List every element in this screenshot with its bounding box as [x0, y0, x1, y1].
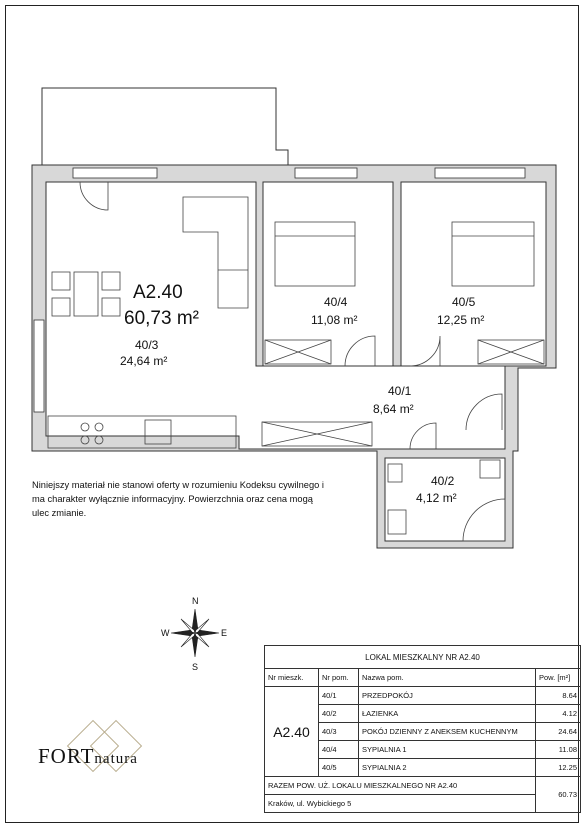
table-row	[265, 777, 581, 795]
balcony-outline	[42, 88, 288, 165]
compass-south: S	[192, 662, 199, 672]
logo-natura: natura	[94, 751, 138, 767]
window	[73, 168, 157, 178]
room-area-40-5: 12,25 m²	[437, 313, 485, 327]
room-area-40-4: 11,08 m²	[311, 313, 358, 327]
legend-room-name: SYPIALNIA 1	[359, 741, 536, 759]
dining-table	[74, 272, 98, 316]
brand-logo	[38, 744, 138, 769]
legend-room-name: SYPIALNIA 2	[359, 759, 536, 777]
legend-room-area: 12.25	[536, 759, 581, 777]
apartment-area: 60,73 m²	[124, 308, 199, 329]
legend-total-value: 60.73	[536, 777, 581, 813]
compass-west: W	[161, 628, 170, 638]
legend-room: 40/5	[319, 759, 359, 777]
window	[34, 320, 44, 412]
room-area-40-3: 24,64 m²	[120, 354, 168, 368]
legend-room-name: POKÓJ DZIENNY Z ANEKSEM KUCHENNYM	[359, 723, 536, 741]
legend-room-area: 11.08	[536, 741, 581, 759]
legend-room-area: 4.12	[536, 705, 581, 723]
room-area-40-2: 4,12 m²	[416, 491, 457, 505]
legend-total-label: RAZEM POW. UŻ. LOKALU MIESZKALNEGO NR A2.40	[265, 777, 536, 795]
room-number-40-3: 40/3	[135, 338, 159, 352]
room-number-40-1: 40/1	[388, 384, 412, 398]
room-number-40-2: 40/2	[431, 474, 455, 488]
legend-room-area: 24.64	[536, 723, 581, 741]
legend-address: Kraków, ul. Wybickiego 5	[265, 795, 536, 813]
room-number-40-4: 40/4	[324, 295, 348, 309]
compass-rose	[171, 609, 219, 657]
legend-col-name: Nazwa pom.	[359, 669, 536, 687]
bed	[452, 222, 534, 286]
room-legend-table	[264, 645, 581, 813]
legend-col-area: Pow. [m²]	[536, 669, 581, 687]
compass-north: N	[192, 596, 199, 606]
table-row	[265, 687, 581, 705]
entry-door	[80, 182, 108, 210]
room-area-40-1: 8,64 m²	[373, 402, 414, 416]
logo-fort: FORT	[38, 744, 95, 768]
disclaimer-text: Niniejszy materiał nie stanowi oferty w rozumieniu Kodeksu cywilnego i ma charakter wyłącznie informacyjny. Powierzchnia oraz cena mogą ulec zmianie.	[32, 480, 324, 518]
legend-col-unit: Nr mieszk.	[265, 669, 319, 687]
compass-east: E	[221, 628, 228, 638]
legend-title: LOKAL MIESZKALNY NR A2.40	[265, 646, 581, 669]
window	[295, 168, 357, 178]
apartment-code: A2.40	[133, 282, 183, 303]
room-number-40-5: 40/5	[452, 295, 476, 309]
legend-room: 40/1	[319, 687, 359, 705]
legend-room: 40/3	[319, 723, 359, 741]
table-row	[265, 795, 581, 813]
legend-room-name: ŁAZIENKA	[359, 705, 536, 723]
legend-room-name: PRZEDPOKÓJ	[359, 687, 536, 705]
legend-room: 40/4	[319, 741, 359, 759]
legend-room-area: 8.64	[536, 687, 581, 705]
sofa	[183, 197, 248, 308]
legend-unit-code: A2.40	[265, 687, 319, 777]
bed	[275, 222, 355, 286]
legend-room: 40/2	[319, 705, 359, 723]
legend-col-room: Nr pom.	[319, 669, 359, 687]
window	[435, 168, 525, 178]
